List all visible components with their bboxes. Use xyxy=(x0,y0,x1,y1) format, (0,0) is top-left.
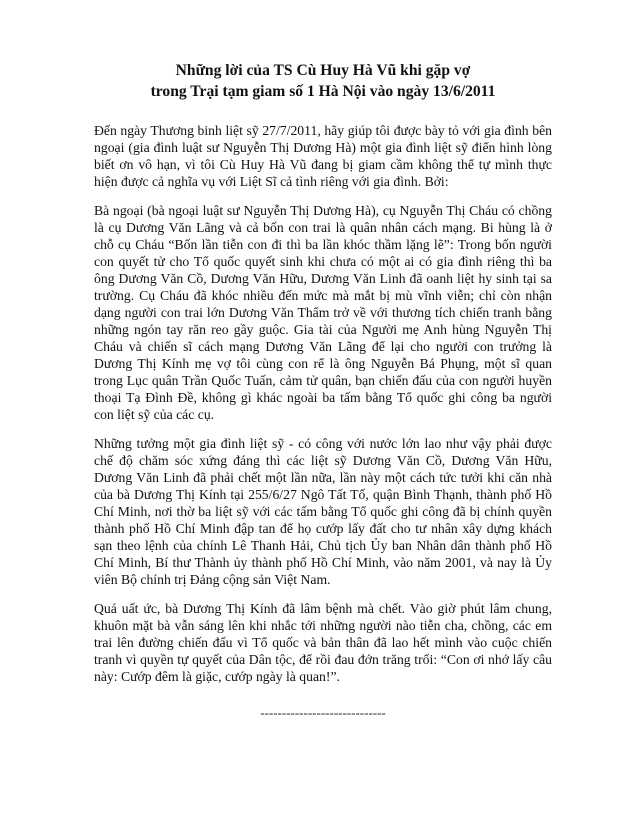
title-line-2: trong Trại tạm giam số 1 Hà Nội vào ngày 13/6/2011 xyxy=(150,83,496,100)
paragraph-intro: Đến ngày Thương binh liệt sỹ 27/7/2011, hãy giúp tôi được bày tỏ với gia đình bên ngoại (gia đình luật sư Nguyễn Thị Dương Hà) một gia đình liệt sỹ điển hình lòng biết ơn vô hạn, vì tôi Cù Huy Hà Vũ đang bị giam cầm không thể tự mình thực hiện được cả nghĩa vụ với Liệt Sĩ cả tình riêng với gia đình. Bởi: xyxy=(94,123,552,189)
paragraph-grandmother: Bà ngoại (bà ngoại luật sư Nguyễn Thị Dương Hà), cụ Nguyễn Thị Cháu có chồng là cụ Dương Văn Lãng và cả bốn con trai là quân nhân cách mạng. Bi hùng là ở chỗ cụ Cháu “Bốn lần tiễn con đi thì ba lần khóc thầm lặng lẽ”: Trong bốn người con quyết tử cho Tổ quốc quyết sinh khi chưa có một ai có gia đình riêng thì ba ông Dương Văn Cồ, Dương Văn Hữu, Dương Văn Linh đã oanh liệt hy sinh tại sa trường. Cụ Cháu đã khóc nhiều đến mức mà mắt bị mù vĩnh viễn; chỉ còn nhận dạng người con trai lớn Dương Văn Thẩm trở về với thương tích chiến tranh bằng những ngón tay răn reo gầy guộc. Gia tài của Người mẹ Anh hùng Nguyễn Thị Cháu và chiến sĩ cách mạng Dương Văn Lãng để lại cho người con trưởng là Dương Thị Kính mẹ vợ tôi cùng con rể là ông Nguyễn Bá Phụng, một sĩ quan trong Lục quân Trần Quốc Tuấn, cảm tử quân, bạn chiến đấu của con người huyền thoại Tạ Đình Đề, không gì khác ngoài ba tấm bằng Tổ quốc ghi công ba người con liệt sỹ của các cụ. xyxy=(94,203,552,422)
paragraph-house: Những tưởng một gia đình liệt sỹ - có công với nước lớn lao như vậy phải được chế độ chăm sóc xứng đáng thì các liệt sỹ Dương Văn Cồ, Dương Văn Hữu, Dương Văn Linh đã phải chết một lần nữa, lần này một cách tức tưởi khi căn nhà của bà Dương Thị Kính tại 255/6/27 Ngô Tất Tố, quận Bình Thạnh, thành phố Hồ Chí Minh, nơi thờ ba liệt sỹ với các tấm bằng Tổ quốc ghi công đã bị chính quyền thành phố Hồ Chí Minh đập tan để họ cướp lấy đất cho tư nhân xây dựng khách sạn theo lệnh của chính Lê Thanh Hải, Chủ tịch Ủy ban Nhân dân thành phố Hồ Chí Minh, Bí thư Thành ủy thành phố Hồ Chí Minh, vào năm 2001, và nay là Ủy viên Bộ chính trị Đảng cộng sản Việt Nam. xyxy=(94,436,552,587)
title-line-1: Những lời của TS Cù Huy Hà Vũ khi gặp vợ xyxy=(175,62,471,79)
document-page xyxy=(94,60,552,721)
document-title xyxy=(94,60,552,102)
separator-line: ----------------------------- xyxy=(260,705,386,720)
paragraph-last-words: Quá uất ức, bà Dương Thị Kính đã lâm bệnh mà chết. Vào giờ phút lâm chung, khuôn mặt bà vẫn sáng lên khi nhắc tới những người nào tiễn cha, chồng, các em trai lên đường chiến đấu vì Tổ quốc và bản thân đã lao hết mình vào cuộc chiến tranh vì quyền tự quyết của Dân tộc, để rồi đau đớn trăng trối: “Con ơi nhớ lấy câu này: Cướp đêm là giặc, cướp ngày là quan!”. xyxy=(94,601,552,684)
